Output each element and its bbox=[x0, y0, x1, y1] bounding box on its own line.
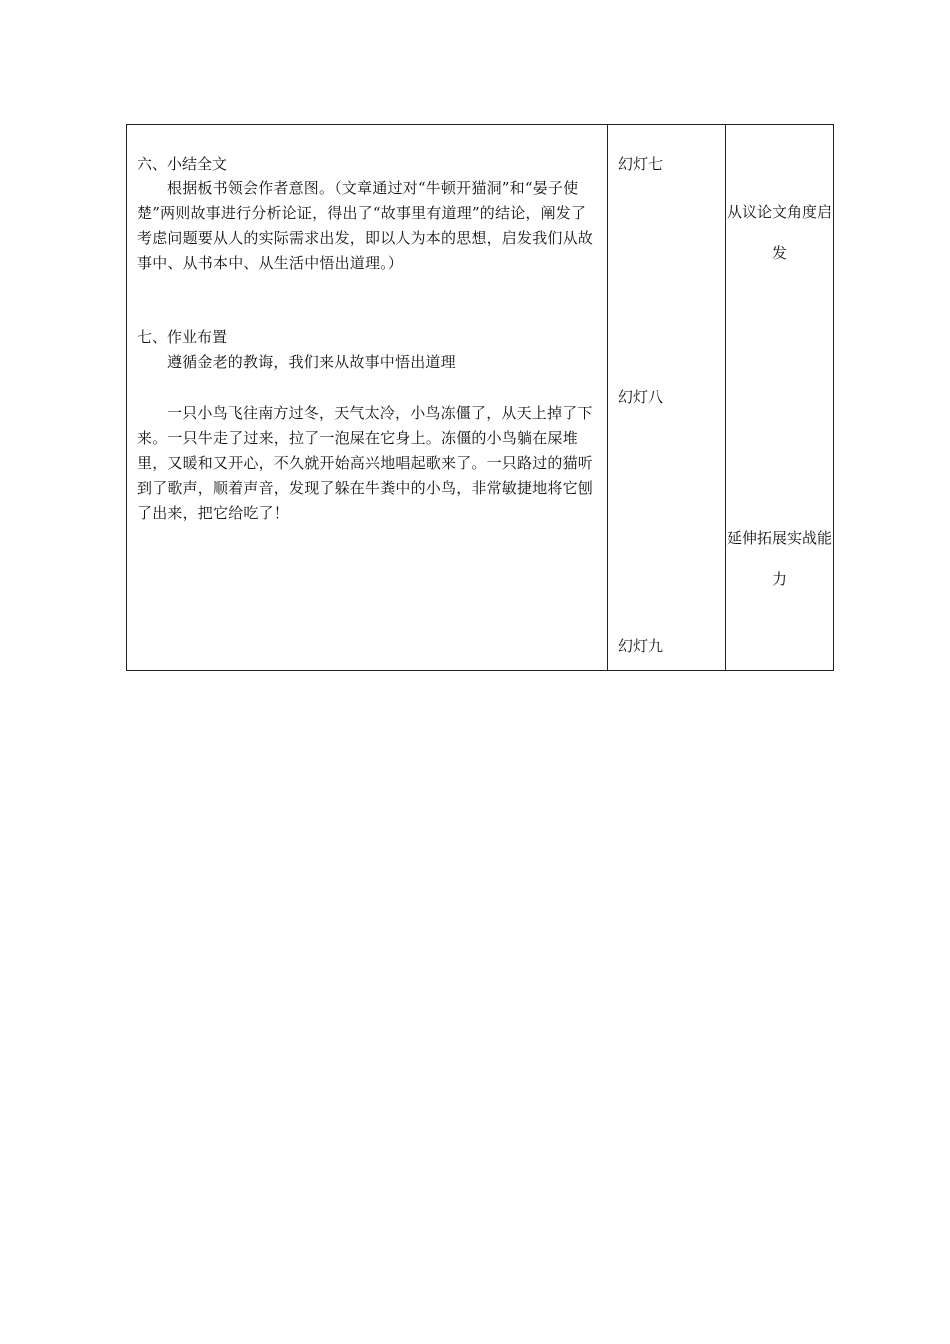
slide-8-label: 幻灯八 bbox=[618, 388, 664, 406]
teaching-content-column bbox=[127, 125, 608, 670]
intent-argument-text: 从议论文角度启发 bbox=[726, 203, 832, 262]
section-7-story: 一只小鸟飞往南方过冬，天气太冷，小鸟冻僵了，从天上掉了下来。一只牛走了过来，拉了一泡屎在它身上。冻僵的小鸟躺在屎堆里，又暖和又开心，不久就开始高兴地唱起歌来了。一只路过的猫听到了歌声，顺着声音，发现了躲在牛粪中的小鸟，非常敏捷地将它刨了出来，把它给吃了！ bbox=[137, 404, 594, 522]
slides-column bbox=[608, 125, 726, 670]
slide-7-label: 幻灯七 bbox=[618, 155, 664, 173]
section-6-body: 根据板书领会作者意图。（文章通过对“牛顿开猫洞”和“晏子使楚”两则故事进行分析论证，得出了“故事里有道理”的结论，阐发了考虑问题要从人的实际需求出发，即以人为本的思想，启发我们从故事中、从书本中、从生活中悟出道理。） bbox=[137, 179, 594, 272]
design-intent-column bbox=[726, 125, 833, 670]
lesson-plan-table bbox=[126, 124, 834, 671]
section-7-heading: 七、作业布置 bbox=[137, 328, 228, 346]
section-6-heading: 六、小结全文 bbox=[137, 155, 228, 173]
section-7-intro: 遵循金老的教诲，我们来从故事中悟出道理 bbox=[167, 353, 456, 371]
slide-9-label: 幻灯九 bbox=[618, 637, 664, 655]
intent-extension-text: 延伸拓展实战能力 bbox=[726, 529, 832, 588]
